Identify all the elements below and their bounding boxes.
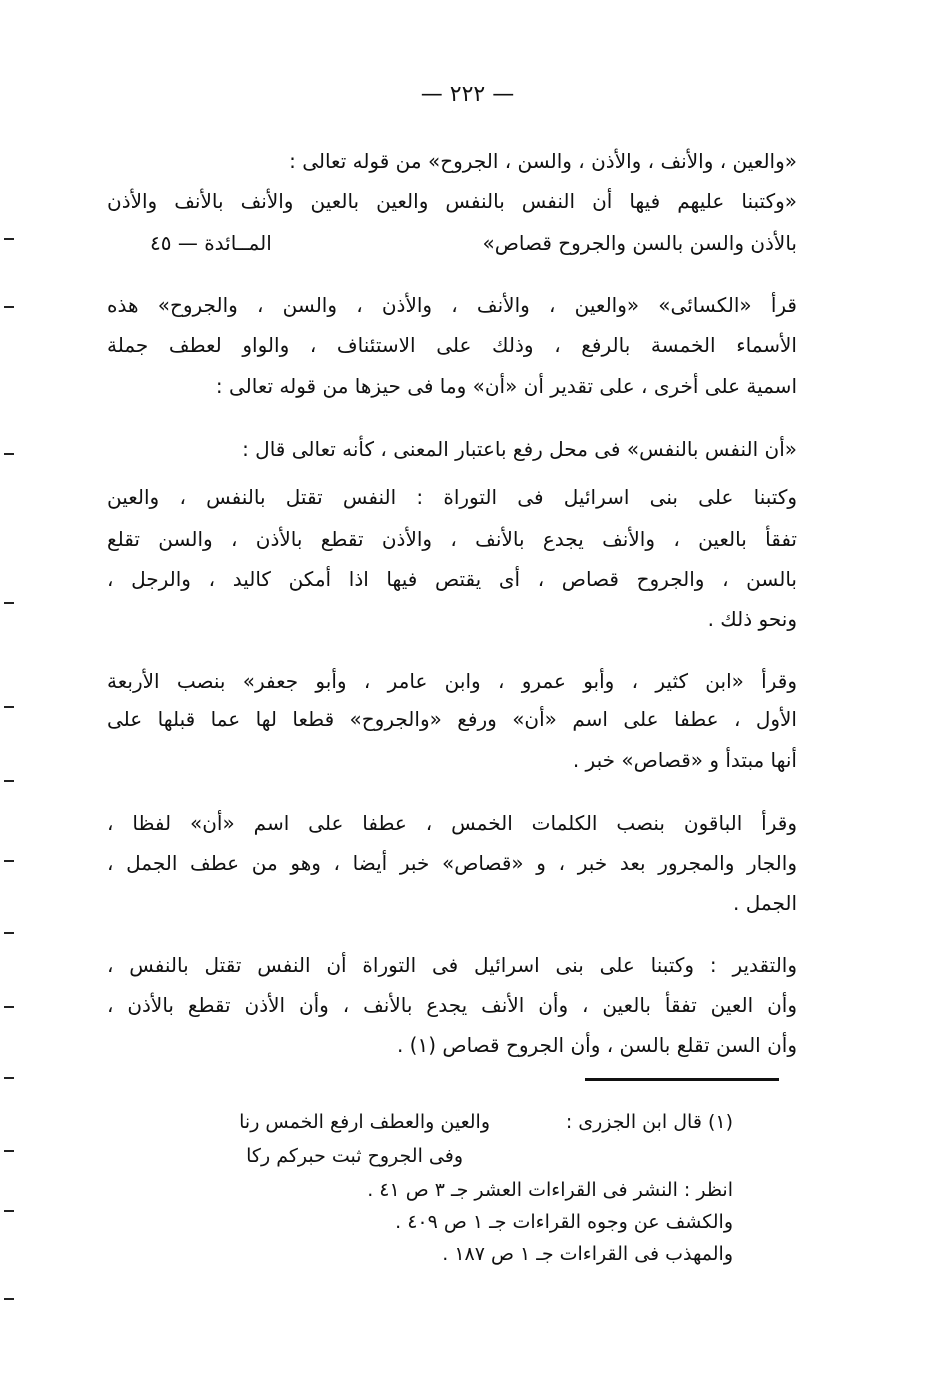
text-line: وقرأ الباقون بنصب الكلمات الخمس ، عطفا على اسم «أن» لفظا ،: [107, 811, 797, 835]
text-line: وقرأ «ابن كثير ، وأبو عمرو ، وابن عامر ، وأبو جعفر» بنصب الأربعة: [107, 669, 797, 693]
text-line: تفقأ بالعين ، والأنف يجدع بالأنف ، والأذن تقطع بالأذن ، والسن تقلع: [107, 527, 797, 551]
footnote-line: (١) قال ابن الجزرى :: [565, 1111, 733, 1133]
text-line: وأن العين تفقأ بالعين ، وأن الأنف يجدع بالأنف ، وأن الأذن تقطع بالأذن ،: [107, 993, 797, 1017]
text-line: وكتبنا على بنى اسرائيل فى التوراة : النفس تقتل بالنفس ، والعين: [107, 485, 797, 509]
margin-mark: [4, 1150, 14, 1152]
margin-mark: [4, 1006, 14, 1008]
text-line: الأول ، عطفا على اسم «أن» ورفع «والجروح» قطعا لها عما قبلها على: [107, 707, 797, 731]
margin-mark: [4, 1077, 14, 1079]
text-line: أنها مبتدأ و «قصاص» خبر .: [572, 748, 797, 772]
footnote-separator: [585, 1078, 779, 1081]
footnote-line: والكشف عن وجوه القراءات جـ ١ ص ٤٠٩ .: [395, 1211, 733, 1233]
text-line: بالسن ، والجروح قصاص ، أى يقتص فيها اذا أمكن كاليد ، والرجل ،: [107, 567, 797, 591]
margin-mark: [4, 1210, 14, 1212]
margin-mark: [4, 780, 14, 782]
text-line: «وكتبنا عليهم فيها أن النفس بالنفس والعين بالعين والأنف بالأنف والأذن: [107, 189, 797, 213]
page-number: — ٢٢٢ —: [420, 82, 515, 107]
margin-mark: [4, 602, 14, 604]
margin-mark: [4, 238, 14, 240]
margin-mark: [4, 1298, 14, 1300]
footnote-line: وفى الجروح ثبت حبركم ركا: [246, 1145, 463, 1167]
margin-mark: [4, 306, 14, 308]
footnote-line: والعين والعطف ارفع الخمس رنا: [239, 1111, 490, 1133]
text-line: الجمل .: [733, 891, 797, 915]
text-line: «والعين ، والأنف ، والأذن ، والسن ، الجروح» من قوله تعالى :: [289, 149, 797, 173]
text-line: اسمية على أخرى ، على تقدير أن «أن» وما فى حيزها من قوله تعالى :: [215, 374, 797, 398]
text-line: الأسماء الخمسة بالرفع ، وذلك على الاستئناف ، والواو لعطف جملة: [107, 333, 797, 357]
margin-mark: [4, 453, 14, 455]
margin-mark: [4, 706, 14, 708]
text-line: والجار والمجرور بعد خبر ، و «قصاص» خبر أيضا ، وهو من عطف الجمل ،: [107, 851, 797, 875]
verse-reference: المــائدة — ٤٥: [150, 231, 272, 255]
text-line: بالأذن والسن بالسن والجروح قصاص»: [482, 231, 797, 255]
margin-mark: [4, 860, 14, 862]
text-line: «أن النفس بالنفس» فى محل رفع باعتبار المعنى ، كأنه تعالى قال :: [242, 437, 797, 461]
text-line: وأن السن تقلع بالسن ، وأن الجروح قصاص (١) .: [396, 1033, 797, 1057]
footnote-line: انظر : النشر فى القراءات العشر جـ ٣ ص ٤١ .: [367, 1179, 733, 1201]
text-line: قرأ «الكسائى» «والعين ، والأنف ، والأذن ، والسن ، والجروح» هذه: [107, 293, 797, 317]
text-line: ونحو ذلك .: [707, 607, 797, 631]
text-line: والتقدير : وكتبنا على بنى اسرائيل فى التوراة أن النفس تقتل بالنفس ،: [107, 953, 797, 977]
margin-mark: [4, 932, 14, 934]
footnote-line: والمهذب فى القراءات جـ ١ ص ١٨٧ .: [442, 1243, 733, 1265]
